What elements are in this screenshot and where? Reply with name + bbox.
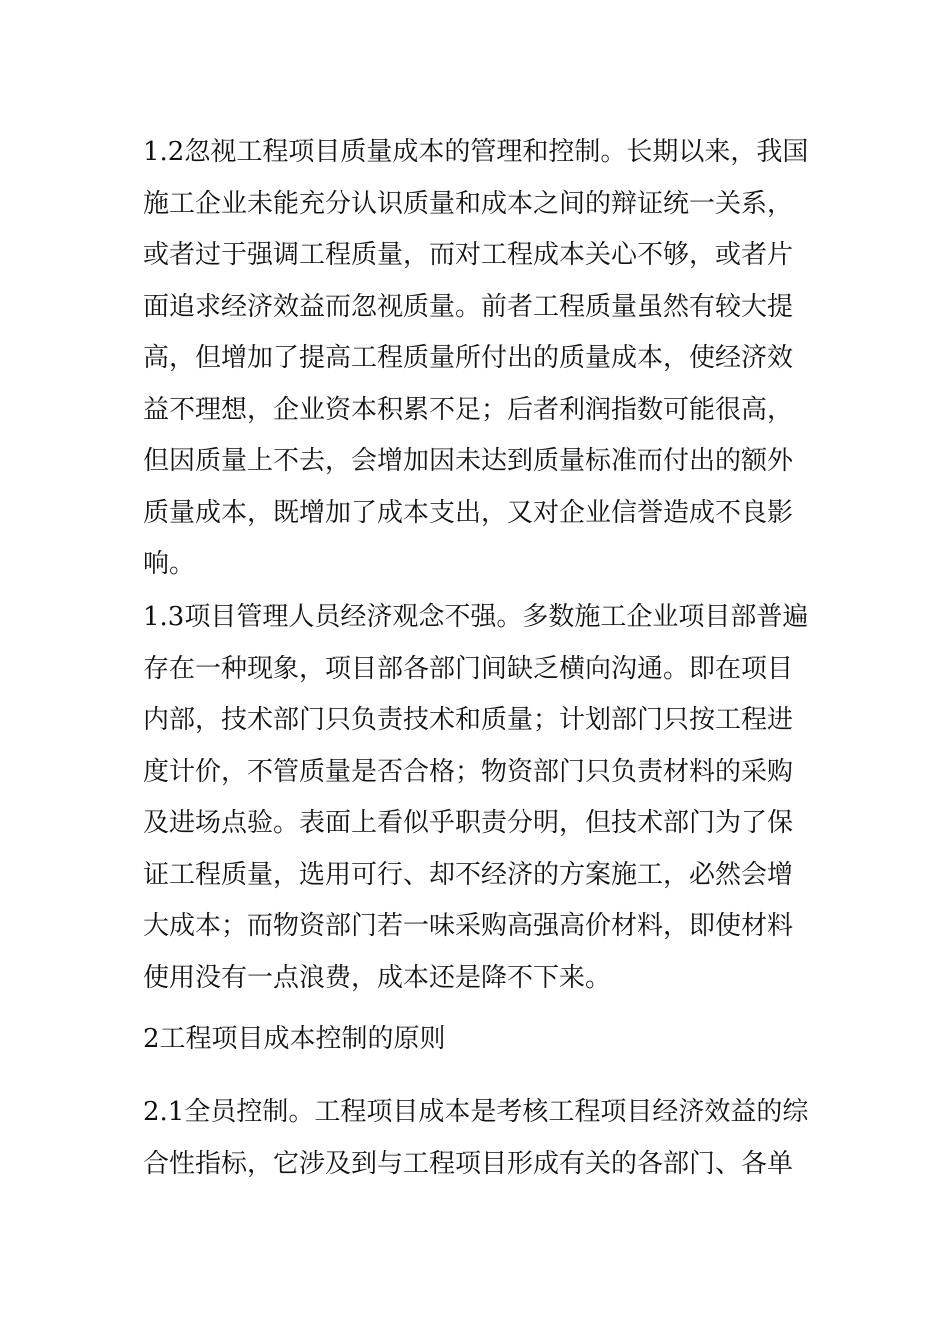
text-line: 2.1全员控制。工程项目成本是考核工程项目经济效益的综 bbox=[143, 1097, 809, 1127]
text-line: 内部，技术部门只负责技术和质量；计划部门只按工程进 bbox=[143, 705, 794, 735]
paragraph-1-3 bbox=[143, 592, 823, 1004]
text-line: 1.2忽视工程项目质量成本的管理和控制。长期以来，我国 bbox=[143, 137, 809, 167]
text-line: 存在一种现象，项目部各部门间缺乏横向沟通。即在项目 bbox=[143, 653, 794, 684]
paragraph-1-2 bbox=[143, 127, 823, 591]
text-line: 施工企业未能充分认识质量和成本之间的辩证统一关系， bbox=[143, 188, 794, 219]
section-heading-2 bbox=[143, 1014, 823, 1066]
text-line: 度计价，不管质量是否合格；物资部门只负责材料的采购 bbox=[143, 756, 794, 787]
text-line: 或者过于强调工程质量，而对工程成本关心不够，或者片 bbox=[143, 240, 794, 270]
text-line: 使用没有一点浪费，成本还是降不下来。 bbox=[143, 962, 612, 993]
paragraph-2-1 bbox=[143, 1087, 823, 1190]
text-line: 质量成本，既增加了成本支出，又对企业信誉造成不良影 bbox=[143, 497, 794, 528]
heading-line: 2工程项目成本控制的原则 bbox=[143, 1024, 446, 1054]
text-line: 响。 bbox=[143, 549, 196, 579]
text-line: 益不理想，企业资本积累不足；后者利润指数可能很高， bbox=[143, 394, 794, 425]
text-line: 但因质量上不去，会增加因未达到质量标准而付出的额外 bbox=[143, 446, 794, 476]
text-line: 大成本；而物资部门若一味采购高强高价材料，即使材料 bbox=[143, 911, 794, 941]
text-line: 1.3项目管理人员经济观念不强。多数施工企业项目部普遍 bbox=[143, 602, 809, 632]
text-line: 证工程质量，选用可行、却不经济的方案施工，必然会增 bbox=[143, 859, 794, 890]
text-line: 面追求经济效益而忽视质量。前者工程质量虽然有较大提 bbox=[143, 291, 794, 322]
text-line: 高，但增加了提高工程质量所付出的质量成本，使经济效 bbox=[143, 343, 794, 373]
text-line: 及进场点验。表面上看似乎职责分明，但技术部门为了保 bbox=[143, 808, 794, 838]
text-line: 合性指标，它涉及到与工程项目形成有关的各部门、各单 bbox=[143, 1148, 794, 1179]
